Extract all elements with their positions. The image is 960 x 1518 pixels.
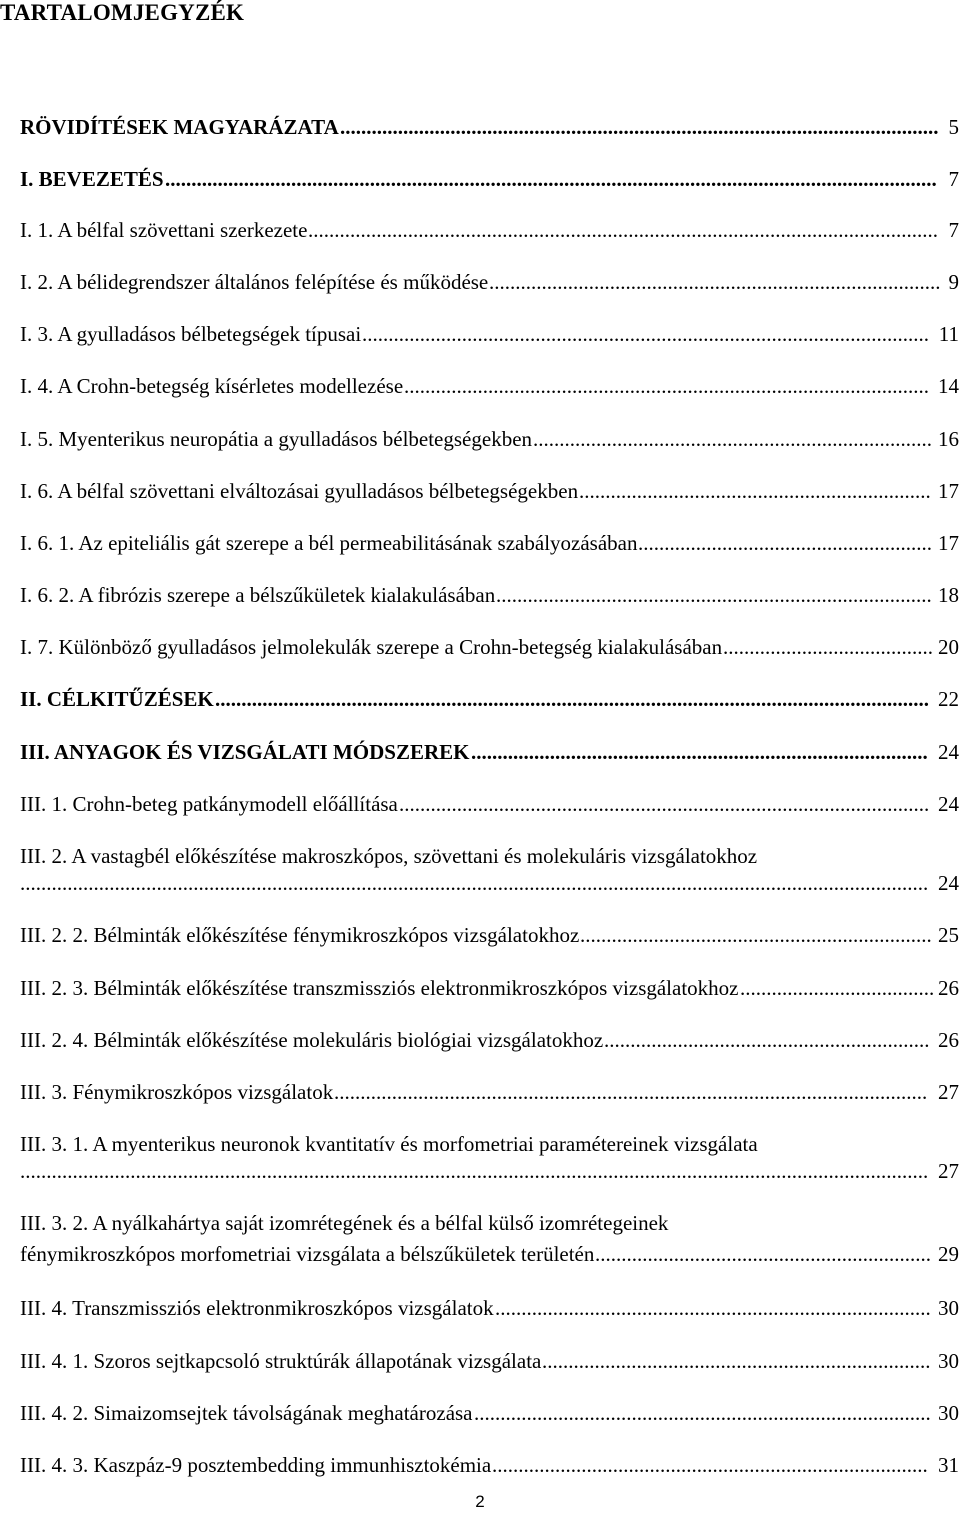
toc-leader-dots: .................................................................................................... [404,374,929,398]
toc-leader-dots: ................................................................................................................. [334,1080,928,1104]
toc-leader-dots: ........................................................................................................................ [308,218,938,242]
toc-leader-dots: ................................................................................... [496,583,932,607]
page-title: TARTALOMJEGYZÉK [0,0,245,25]
toc-entry-page: 25 [938,923,959,947]
toc-entry-page: 22 [938,687,959,711]
toc-entry-title: III. 2. 4. Bélminták előkészítése molekuláris biológiai vizsgálatokhoz [20,1028,604,1052]
toc-entry-title: I. 7. Különböző gyulladásos jelmolekulák szerepe a Crohn-betegség kialakulásában [20,635,723,659]
toc-entry-title: III. 2. 3. Bélminták előkészítése transzmissziós elektronmikroszkópos vizsgálatokhoz [20,976,739,1000]
toc-leader-dots: ................................................................ [595,1242,931,1266]
toc-entry-title: III. 3. Fénymikroszkópos vizsgálatok [20,1080,334,1104]
toc-entry[interactable] [20,1132,959,1182]
toc-entry-page: 9 [948,270,959,294]
toc-leader-dots: .............................................................. [604,1028,930,1052]
page-number: 2 [475,1492,485,1511]
toc-leader-dots: ............................................................................................................................................................................. [20,1159,929,1183]
toc-entry-page: 5 [948,115,959,139]
toc-leader-dots: ................................................................................................................................................... [165,167,937,191]
toc-entry-title: I. 2. A bélidegrendszer általános felépítése és működése [20,270,489,294]
toc-entry-page: 17 [938,531,959,555]
toc-leader-dots: ........................................ [723,635,933,659]
toc-entry-title: II. CÉLKITŰZÉSEK [20,687,214,711]
toc-entry-title: III. 3. 1. A myenterikus neuronok kvantitatív és morfometriai paramétereinek vizsgálata [20,1132,758,1156]
toc-entry-title: III. 2. 2. Bélminták előkészítése fénymikroszkópos vizsgálatokhoz [20,923,580,947]
toc-entry-title-continued: fénymikroszkópos morfometriai vizsgálata a bélszűkületek területén [20,1242,595,1266]
toc-entry[interactable] [20,844,959,894]
toc-entry-title: III. 4. Transzmissziós elektronmikroszkópos vizsgálatok [20,1296,494,1320]
toc-leader-dots: ....................................................................................... [471,740,928,764]
toc-entry-page: 7 [948,167,959,191]
toc-leader-dots: ...................................................................................... [489,270,941,294]
toc-leader-dots: ....................................................................................... [474,1401,931,1425]
toc-entry-title: III. 4. 3. Kaszpáz-9 posztembedding immunhisztokémia [20,1453,492,1477]
toc-entry-title: I. BEVEZETÉS [20,167,164,191]
toc-entry-page: 17 [938,479,959,503]
toc-entry-page: 30 [938,1296,959,1320]
toc-entry-title: I. 4. A Crohn-betegség kísérletes modellezése [20,374,404,398]
toc-leader-dots: ........................................................................................................................................ [215,687,929,711]
toc-leader-dots: ................................................................... [580,923,932,947]
toc-leader-dots: ..................................... [740,976,935,1000]
toc-entry-title: I. 5. Myenterikus neuropátia a gyulladásos bélbetegségekben [20,427,533,451]
toc-entry-title: I. 6. A bélfal szövettani elváltozásai gyulladásos bélbetegségekben [20,479,579,503]
toc-entry-page: 29 [938,1242,959,1266]
toc-entry-page: 14 [938,374,959,398]
toc-entry-page: 20 [938,635,959,659]
toc-entry-page: 26 [938,976,959,1000]
toc-entry-page: 24 [938,871,959,895]
toc-entry-page: 30 [938,1401,959,1425]
toc-entry-title: III. 4. 1. Szoros sejtkapcsoló struktúrák állapotának vizsgálata [20,1349,542,1373]
toc-leader-dots: ................................................................................... [495,1296,931,1320]
toc-leader-dots: ............................................................................................................ [362,322,929,346]
toc-entry-title: RÖVIDÍTÉSEK MAGYARÁZATA [20,115,339,139]
toc-leader-dots: ............................................................................................................................................................................. [20,871,929,895]
toc-entry-page: 27 [938,1159,959,1183]
toc-entry-title: III. 4. 2. Simaizomsejtek távolságának meghatározása [20,1401,473,1425]
toc-leader-dots: .......................................................................... [542,1349,931,1373]
toc-entry-page: 30 [938,1349,959,1373]
toc-entry-title: III. 1. Crohn-beteg patkánymodell előállítása [20,792,398,816]
toc-leader-dots: .................................................................................................................. [340,115,939,139]
toc-leader-dots: ..................................................................................................... [399,792,930,816]
toc-entry-page: 16 [938,427,959,451]
toc-entry-title: III. ANYAGOK ÉS VIZSGÁLATI MÓDSZEREK [20,740,470,764]
toc-leader-dots: ................................................................................... [492,1453,928,1477]
toc-entry-page: 31 [938,1453,959,1477]
toc-leader-dots: ........................................................ [638,531,932,555]
toc-entry-title: I. 6. 2. A fibrózis szerepe a bélszűkületek kialakulásában [20,583,496,607]
toc-entry-page: 24 [938,792,959,816]
toc-entry-title: I. 6. 1. Az epiteliális gát szerepe a bél permeabilitásának szabályozásában [20,531,638,555]
toc-entry-page: 7 [948,218,959,242]
toc-entry-title: III. 3. 2. A nyálkahártya saját izomrétegének és a bélfal külső izomrétegeinek [20,1211,669,1235]
toc-entry-page: 27 [938,1080,959,1104]
toc-entry-page: 11 [938,322,959,346]
toc-entry-title: I. 3. A gyulladásos bélbetegségek típusai [20,322,362,346]
toc-entry-title: III. 2. A vastagbél előkészítése makroszkópos, szövettani és molekuláris vizsgálatokhoz [20,844,758,868]
toc-entry[interactable] [20,1211,959,1266]
toc-leader-dots: ............................................................................ [533,427,932,451]
toc-entry-page: 18 [938,583,959,607]
toc-entry-page: 24 [938,740,959,764]
toc-entry-title: I. 1. A bélfal szövettani szerkezete [20,218,308,242]
toc-leader-dots: ................................................................... [579,479,931,503]
toc-entry-page: 26 [938,1028,959,1052]
